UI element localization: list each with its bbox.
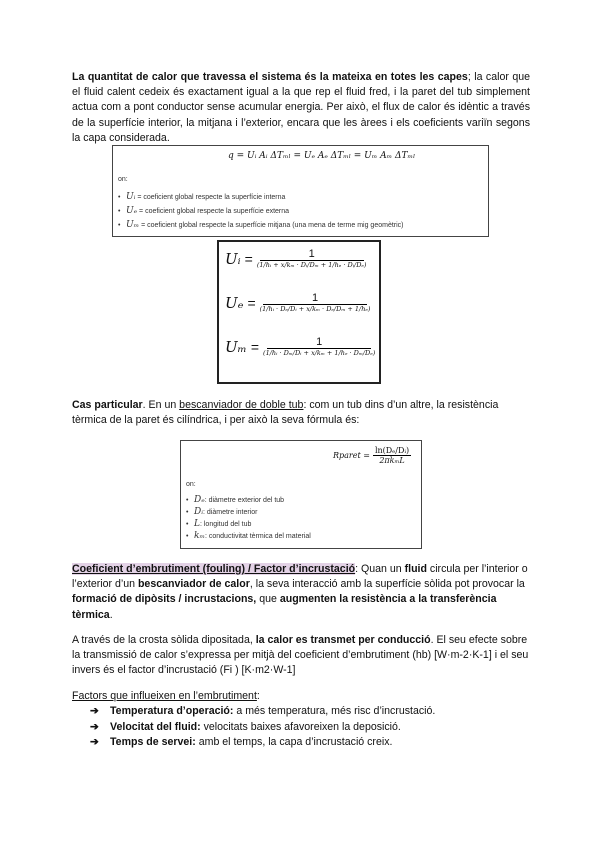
factor-label: Velocitat del fluid: xyxy=(110,720,201,733)
rparet-item: • L: longitud del tub xyxy=(186,519,252,529)
rparet-numerator: ln(Dₑ/Dᵢ) xyxy=(374,446,410,455)
rparet-item: • kₘ: conductivitat tèrmica del material xyxy=(186,531,311,541)
fouling-bold: fluid xyxy=(404,563,427,575)
crosta-text: A través de la crosta sòlida dipositada, xyxy=(72,634,256,646)
fouling-bold: augmenten la resistència a la transferència tèrmica xyxy=(72,593,497,621)
symbol-km: kₘ xyxy=(194,531,205,541)
factors-title: Factors que influeixen en l’embrutiment xyxy=(72,690,257,702)
equation-on-label: on: xyxy=(118,176,128,183)
u-denominator: (1/hᵢ · Dₑ/Dᵢ + x/kₘ · Dₑ/Dₘ + 1/hₑ) xyxy=(259,305,371,313)
fouling-bold: formació de dipòsits / incrustacions, xyxy=(72,593,257,606)
equation-item-ui: • Uᵢ = coeficient global respecte la superfície interna xyxy=(118,192,286,202)
factors-heading xyxy=(72,689,530,704)
factor-text: velocitats baixes afavoreixen la deposició. xyxy=(200,720,401,733)
intro-text: ; la calor que el fluid calent cedeix és exactament igual a la que rep el fluid fred, i la paret del tub simplement actua com a pont conductor sense acumular energia. Per això, el flux de calor és idèntic a través de la superfície interior, la mitjana i l’exterior, encara que les àrees i els coeficients variïn segons la capa considerada. xyxy=(72,71,531,144)
rparet-item: • Dᵢ: diàmetre interior xyxy=(186,507,258,517)
u-numerator: 1 xyxy=(260,248,364,261)
fouling-text: , la seva interacció amb la superfície sòlida pot provocar la xyxy=(249,578,525,591)
rparet-item-text: : conductivitat tèrmica del material xyxy=(204,533,311,540)
equation-item-ue: • Uₑ = coeficient global respecte la superfície externa xyxy=(118,206,290,216)
arrow-icon: ➔ xyxy=(90,705,99,717)
intro-bold-lead: La quantitat de calor que travessa el sistema és la mateixa en totes les capes xyxy=(72,71,468,83)
crosta-bold: la calor es transmet per conducció xyxy=(255,634,431,646)
cas-text: : com un tub dins d’un altre, la resistència tèrmica de la paret és cilíndrica, i per això la seva fórmula és: xyxy=(72,399,499,427)
rparet-lhs: Rparet = xyxy=(333,451,370,460)
u-fraction xyxy=(257,248,367,269)
fouling-text: circula per l’interior o l’exterior d’un xyxy=(72,563,528,591)
rparet-box xyxy=(180,440,422,549)
factor-item xyxy=(90,720,435,736)
equation-item-text: = coeficient global respecte la superfície interna xyxy=(137,194,286,201)
rparet-item: • Dₑ: diàmetre exterior del tub xyxy=(186,495,285,505)
u-formulas-box xyxy=(217,240,381,384)
factor-text: amb el temps, la capa d’incrustació creix. xyxy=(195,736,393,748)
u-denominator: (1/hᵢ · Dₘ/Dᵢ + x/kₘ + 1/hₑ · Dₘ/Dₑ) xyxy=(263,349,376,357)
factor-label: Temps de servei: xyxy=(110,736,196,748)
fouling-text: : Quan un xyxy=(355,563,405,575)
fouling-text: . xyxy=(109,608,113,621)
u-numerator: 1 xyxy=(263,292,367,305)
crosta-paragraph xyxy=(72,633,530,679)
symbol-ui: Uᵢ xyxy=(126,192,136,202)
factors-colon: : xyxy=(256,690,260,702)
intro-paragraph xyxy=(72,70,530,146)
u-fraction xyxy=(263,336,375,357)
u-numerator: 1 xyxy=(267,336,371,349)
factor-text: a més temperatura, més risc d’incrustació. xyxy=(233,705,436,717)
factors-list xyxy=(90,704,435,751)
fouling-text: que xyxy=(256,593,280,606)
rparet-item-text: : diàmetre exterior del tub xyxy=(204,497,285,504)
equation-item-text: = coeficient global respecte la superfície mitjana (una mena de terme mig geomètric) xyxy=(141,222,404,229)
u-lhs: Uₑ xyxy=(225,293,244,312)
equation-box xyxy=(112,145,489,237)
u-formula-row: Uₘ = $\frac{1}{\text{(1/hᵢ · Dₘ/Dᵢ + x/kₘ + 1/hₑ · Dₘ/Dₑ)}}$ xyxy=(225,336,376,357)
fouling-bold: bescanviador de calor xyxy=(137,578,250,591)
rparet-item-text: : diàmetre interior xyxy=(203,509,258,516)
arrow-icon: ➔ xyxy=(90,720,99,733)
rparet-fraction xyxy=(373,446,411,465)
fouling-paragraph xyxy=(72,562,530,623)
crosta-text: . El seu efecte sobre la transmissió de calor s’expressa per mitjà del coeficient d’embrutiment (hb) [W·m-2·K-1] i el seu invers és el factor d’incrustació (Fi ) [K·m2·W-1] xyxy=(72,634,529,677)
rparet-on-label: on: xyxy=(186,481,196,488)
heat-flow-equation: q = Uᵢ Aᵢ ΔTₘₗ = Uₑ Aₑ ΔTₘₗ = Uₘ Aₘ ΔTₘₗ xyxy=(228,151,416,161)
rparet-item-text: : longitud del tub xyxy=(199,521,252,528)
u-formula-row: Uᵢ = $\frac{1}{\text{(1/hᵢ + x/kₘ · Dᵢ/Dₘ + 1/hₑ · Dᵢ/Dₑ)}}$ xyxy=(225,248,367,269)
factor-item xyxy=(90,704,435,720)
symbol-di: Dᵢ xyxy=(194,507,204,517)
u-formula-row: Uₑ = $\frac{1}{\text{(1/hᵢ · Dₑ/Dᵢ + x/kₘ · Dₑ/Dₘ + 1/hₑ)}}$ xyxy=(225,292,371,313)
arrow-icon: ➔ xyxy=(90,736,99,748)
bescanviador-link[interactable]: bescanviador de doble tub xyxy=(179,399,304,411)
factor-item xyxy=(90,735,435,751)
fouling-title: Coeficient d’embrutiment (fouling) / Factor d’incrustació xyxy=(72,563,356,575)
equation-item-text: = coeficient global respecte la superfície externa xyxy=(139,208,290,215)
symbol-de: Dₑ xyxy=(194,495,205,505)
cas-text: . En un xyxy=(142,399,180,411)
factor-label: Temperatura d’operació: xyxy=(110,705,234,717)
u-denominator: (1/hᵢ + x/kₘ · Dᵢ/Dₘ + 1/hₑ · Dᵢ/Dₑ) xyxy=(256,261,367,269)
rparet-denominator: 2πkₘL xyxy=(379,456,405,465)
symbol-l: L xyxy=(194,519,200,529)
symbol-um: Uₘ xyxy=(126,220,140,230)
u-lhs: Uᵢ xyxy=(225,249,241,268)
symbol-ue: Uₑ xyxy=(126,206,138,216)
cas-particular-label: Cas particular xyxy=(72,399,143,411)
cas-particular-paragraph xyxy=(72,398,530,428)
rparet-formula xyxy=(333,446,411,465)
u-lhs: Uₘ xyxy=(225,337,247,356)
u-fraction xyxy=(260,292,371,313)
equation-item-um: • Uₘ = coeficient global respecte la superfície mitjana (una mena de terme mig geomètric) xyxy=(118,220,404,230)
